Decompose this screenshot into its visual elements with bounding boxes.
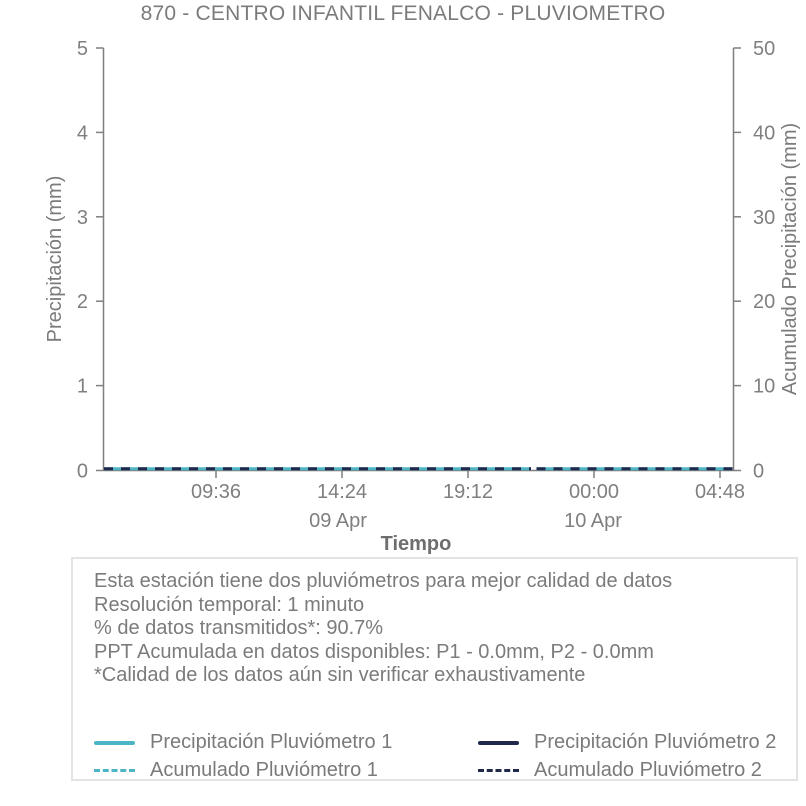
legend-row-2 — [94, 759, 786, 783]
legend-label: Precipitación Pluviómetro 1 — [150, 731, 393, 753]
x-axis — [104, 471, 746, 556]
info-line-pluviometros: Esta estación tiene dos pluviómetros para mejor calidad de datos — [94, 570, 673, 592]
y-axis-left-tick-label: 5 — [76, 38, 88, 60]
y-axis-right-title: Acumulado Precipitación (mm) — [779, 122, 801, 396]
y-axis-left-tick-label: 4 — [76, 122, 88, 145]
x-axis-date-label: 10 Apr — [564, 510, 622, 532]
legend-row-1 — [94, 731, 786, 755]
info-line-transmitidos: % de datos transmitidos*: 90.7% — [94, 617, 384, 639]
legend-swatch-dashed-teal-icon — [94, 769, 135, 772]
legend-label: Acumulado Pluviómetro 2 — [534, 759, 762, 781]
legend-item-precipitacion-2[interactable] — [478, 731, 776, 754]
y-axis-right-tick-label: 50 — [753, 38, 776, 60]
y-axis-right-tick-label: 30 — [753, 206, 776, 229]
legend-item-acumulado-1[interactable] — [94, 759, 378, 782]
y-axis-left-title: Precipitación (mm) — [44, 175, 66, 343]
x-axis-tick-label: 00:00 — [568, 481, 620, 503]
y-axis-left — [44, 38, 104, 483]
legend-label: Acumulado Pluviómetro 1 — [150, 759, 378, 781]
legend-item-acumulado-2[interactable] — [478, 759, 762, 782]
info-line-ppt-acumulada: PPT Acumulada en datos disponibles: P1 - 0.0mm, P2 - 0.0mm — [94, 640, 654, 663]
x-axis-date-label: 09 Apr — [309, 510, 367, 532]
legend-item-precipitacion-1[interactable] — [94, 731, 392, 754]
legend-swatch-solid-navy-icon — [478, 741, 519, 745]
y-axis-right-tick-label: 0 — [753, 460, 765, 483]
y-axis-right — [734, 38, 802, 483]
info-line-resolucion: Resolución temporal: 1 minuto — [94, 593, 365, 616]
y-axis-right-tick-label: 40 — [753, 122, 776, 145]
y-axis-left-tick-label: 0 — [76, 460, 88, 483]
legend-swatch-solid-teal-icon — [94, 741, 135, 745]
y-axis-left-tick-label: 2 — [76, 291, 88, 314]
chart-title: 870 - CENTRO INFANTIL FENALCO - PLUVIOMETRO — [140, 2, 666, 25]
legend-label: Precipitación Pluviómetro 2 — [534, 731, 777, 753]
x-axis-tick-label: 09:36 — [190, 481, 242, 503]
x-axis-tick-label: 14:24 — [316, 481, 368, 503]
x-axis-title: Tiempo — [380, 533, 452, 555]
x-axis-tick-label: 19:12 — [442, 481, 494, 503]
y-axis-left-tick-label: 1 — [76, 375, 88, 398]
info-line-calidad: *Calidad de los datos aún sin verificar exhaustivamente — [94, 664, 586, 686]
x-axis-tick-label: 04:48 — [694, 481, 746, 503]
y-axis-left-tick-label: 3 — [76, 206, 88, 229]
station-info-box — [71, 557, 798, 781]
y-axis-right-tick-label: 20 — [753, 291, 776, 314]
legend-swatch-dashed-navy-icon — [478, 769, 519, 772]
y-axis-right-tick-label: 10 — [753, 375, 776, 398]
station-info-lines — [94, 570, 786, 688]
